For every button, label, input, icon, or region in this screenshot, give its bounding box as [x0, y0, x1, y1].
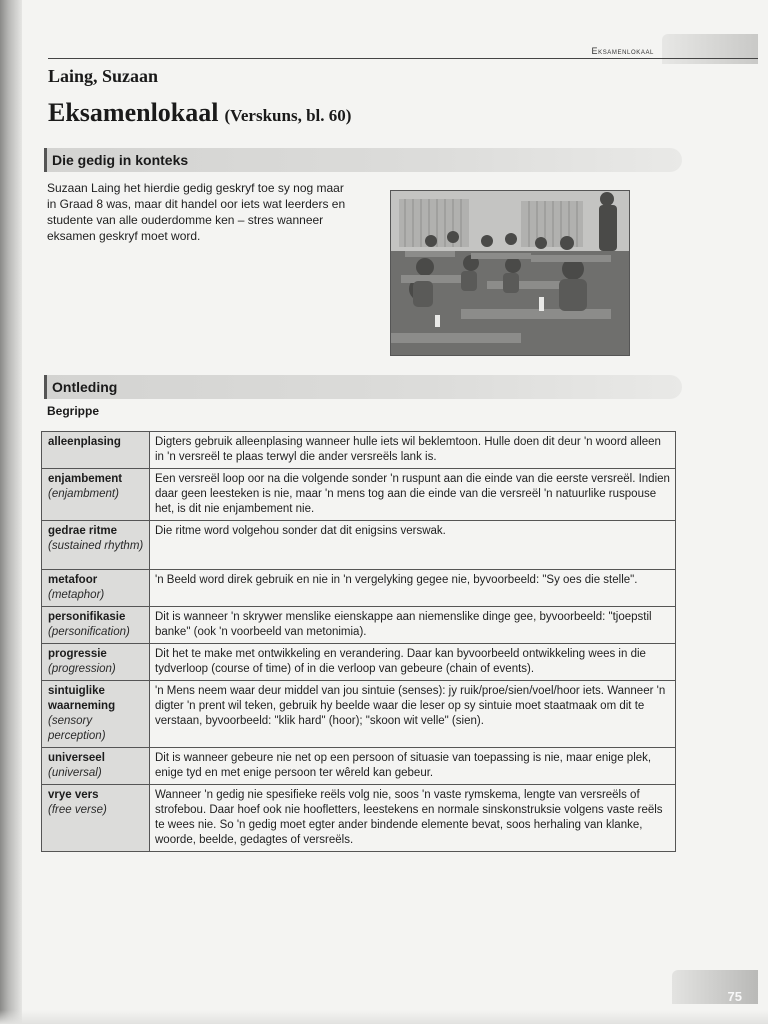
poem-title	[48, 98, 351, 128]
term-cell	[42, 785, 150, 852]
term-cell	[42, 748, 150, 785]
table-row	[42, 607, 676, 644]
table-row	[42, 785, 676, 852]
term-name: vrye vers	[48, 789, 99, 801]
term-english: (progression)	[48, 663, 116, 675]
table-row	[42, 570, 676, 607]
table-row	[42, 681, 676, 748]
term-name: metafoor	[48, 574, 98, 586]
definition-cell: Digters gebruik alleenplasing wanneer hulle iets wil beklemtoon. Hulle doen dit deur 'n woord alleen in 'n versreël te plaas terwyl die ander versreëls lank is.	[150, 432, 676, 469]
definition-cell: Wanneer 'n gedig nie spesifieke reëls volg nie, soos 'n vaste rymskema, lengte van versreëls of strofebou. Daar hoef ook nie hoofletters, leestekens en normale sinskonstruksie volgens vaste reëls te wees nie. So 'n gedig moet egter ander bindende elemente bevat, soos herhaling van klanke, woorde, beelde, gedagtes of versreëls.	[150, 785, 676, 852]
term-english: (free verse)	[48, 804, 107, 816]
definition-cell: 'n Beeld word direk gebruik en nie in 'n vergelyking gegee nie, byvoorbeeld: "Sy oes die stelle".	[150, 570, 676, 607]
term-english: (personification)	[48, 626, 130, 638]
classroom-photo	[390, 190, 630, 356]
term-cell	[42, 681, 150, 748]
term-name: alleenplasing	[48, 436, 121, 448]
definition-cell: Dit is wanneer gebeure nie net op een persoon of situasie van toepassing is nie, maar enige plek, enige tyd en met enige persoon ter wêreld kan gebeur.	[150, 748, 676, 785]
poem-source: (Verskuns, bl. 60)	[224, 106, 352, 125]
term-cell	[42, 607, 150, 644]
table-row	[42, 432, 676, 469]
table-row	[42, 748, 676, 785]
term-cell	[42, 432, 150, 469]
term-cell	[42, 570, 150, 607]
definition-cell: 'n Mens neem waar deur middel van jou sintuie (senses): jy ruik/proe/sien/voel/hoor iets. Wanneer 'n digter 'n prent wil teken, gebruik hy beelde waar die leser op sy sintuie moet staatmaak om dit te verstaan, byvoorbeeld: "klik hard" (hoor); "skoon wit velle" (sien).	[150, 681, 676, 748]
term-name: progressie	[48, 648, 107, 660]
term-cell	[42, 521, 150, 570]
section-bar-context	[44, 148, 682, 172]
term-name: universeel	[48, 752, 105, 764]
term-english: (universal)	[48, 767, 102, 779]
term-english: (enjambment)	[48, 488, 119, 500]
term-name: personifikasie	[48, 611, 126, 623]
author-name: Laing, Suzaan	[48, 66, 159, 86]
section-bar-analysis	[44, 375, 682, 399]
concepts-heading: Begrippe	[47, 404, 100, 418]
table-row	[42, 521, 676, 570]
running-head-label: Eksamenlokaal	[591, 46, 654, 56]
exam-room-photo-illustration	[391, 191, 629, 355]
term-cell	[42, 469, 150, 521]
section-heading-analysis: Ontleding	[52, 379, 118, 395]
page-number-tab	[672, 970, 758, 1004]
term-english: (metaphor)	[48, 589, 105, 601]
term-cell	[42, 644, 150, 681]
table-row	[42, 644, 676, 681]
term-name: gedrae ritme	[48, 525, 118, 537]
table-row	[42, 469, 676, 521]
definition-cell: Die ritme word volgehou sonder dat dit enigsins verswak.	[150, 521, 676, 570]
definition-cell: Dit het te make met ontwikkeling en verandering. Daar kan byvoorbeeld ontwikkeling wees in die tydverloop (course of time) of in die verloop van gebeure (chain of events).	[150, 644, 676, 681]
page-number: 75	[727, 989, 742, 1004]
page-gutter-shadow	[0, 0, 22, 1024]
term-name: sintuiglike waarneming	[48, 685, 116, 712]
running-head	[560, 34, 758, 64]
section-heading-context: Die gedig in konteks	[52, 152, 189, 168]
header-rule	[48, 58, 758, 59]
definition-cell: Een versreël loop oor na die volgende sonder 'n ruspunt aan die einde van die eerste versreël. Indien daar geen leesteken is nie, maar 'n mens tog aan die einde van die versreël 'n natuurlike ruspouse het, is dit nie enjambement nie.	[150, 469, 676, 521]
intro-paragraph: Suzaan Laing het hierdie gedig geskryf toe sy nog maar in Graad 8 was, maar dit handel oor iets wat leerders en studente van alle ouderdomme ken – stres wanneer eksamen geskryf moet word.	[47, 181, 346, 243]
running-head-tab	[662, 34, 758, 64]
term-name: enjambement	[48, 473, 123, 485]
terms-table	[41, 431, 676, 852]
term-english: (sensory perception)	[48, 715, 106, 742]
term-english: (sustained rhythm)	[48, 540, 144, 552]
bottom-edge-shade	[0, 1010, 768, 1024]
poem-title-main: Eksamenlokaal	[48, 98, 219, 127]
definition-cell: Dit is wanneer 'n skrywer menslike eienskappe aan niemenslike dinge gee, byvoorbeeld: "tjoepstil banke" (ook 'n voorbeeld van metonimia).	[150, 607, 676, 644]
